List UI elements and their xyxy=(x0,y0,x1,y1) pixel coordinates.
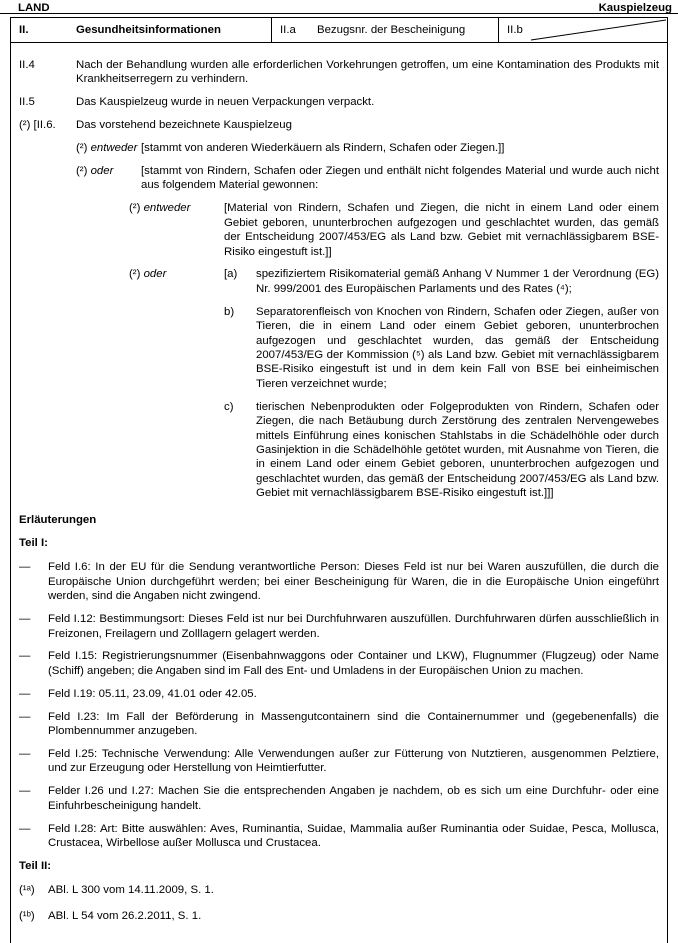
item-text: Das vorstehend bezeichnete Kauspielzeug xyxy=(76,119,292,132)
note-item-i26-i27 xyxy=(19,784,659,813)
option-marker xyxy=(129,267,224,500)
note-text: Feld I.28: Art: Bitte auswählen: Aves, Ruminantia, Suidae, Mammalia außer Ruminantia oder Suidae, Pesca, Mollusca, Crustacea, Wirbellose außer Mollusca und Crustacea. xyxy=(48,822,659,849)
footnote-text: ABl. L 300 vom 14.11.2009, S. 1. xyxy=(48,883,214,896)
certificate-item-ii5 xyxy=(19,95,659,109)
header-cell-iia xyxy=(271,18,498,42)
certificate-item-ii6 xyxy=(19,118,659,132)
certificate-table-header xyxy=(11,18,667,43)
option-text: [stammt von Rindern, Schafen oder Ziegen und enthält nicht folgendes Material und wurde auch nicht aus folgendem Material gewonnen: xyxy=(141,165,659,192)
option-marker xyxy=(76,164,141,193)
note-item-i23 xyxy=(19,710,659,739)
dash-marker: — xyxy=(19,747,31,760)
item-number: II.5 xyxy=(19,96,35,109)
sublist-item-text: spezifiziertem Risikomaterial gemäß Anhang V Nummer 1 der Verordnung (EG) Nr. 999/2001 des Europäischen Parlaments und des Rates (⁴); xyxy=(256,268,659,295)
option-text: [Material von Rindern, Schafen und Ziegen, die nicht in einem Land oder einem Gebiet geboren, ununterbrochen aufgezogen und geschlachtet wurden, das gemäß der Entscheidung 2007/453/EG als Land bzw. Gebiet mit vernachlässigbarem BSE-Risiko eingestuft ist.]] xyxy=(224,202,659,258)
field-iib-label: II.b xyxy=(507,23,523,36)
sublist-item-text: tierischen Nebenprodukten oder Folgeprodukten von Rindern, Schafen oder Ziegen, die nach Betäubung durch Zerstörung des zentralen Nervengewebes mittels Einführung eines konischen Stahlstabs in die Schädelhöhle oder durch Gasinjektion in die Schädelhöhle getötet wurden, mit Ausnahme von Tieren, die in einem Land oder einem Gebiet geboren, ununterbrochen aufgezogen und geschlachtet wurden, das gemäß der Entscheidung 2007/453/EG als Land bzw. Gebiet mit vernachlässigbarem BSE-Risiko eingestuft ist.]]] xyxy=(256,400,659,500)
country-label: LAND xyxy=(18,2,50,14)
option-level2-entweder xyxy=(129,201,659,259)
dash-marker: — xyxy=(19,613,31,626)
certificate-body xyxy=(11,43,667,924)
note-text: Feld I.12: Bestimmungsort: Dieses Feld ist nur bei Durchfuhrwaren auszufüllen. Durchfuhrwaren dürfen ausschließlich in Freizonen, Freilagern und Zolllagern gelagert werden. xyxy=(48,613,659,640)
option-marker xyxy=(76,141,141,155)
sublist-item-c xyxy=(224,400,659,501)
option-sublist xyxy=(224,267,659,500)
footnote-ref: (¹ᵇ) xyxy=(19,910,35,923)
footnote-ref: (¹ᵃ) xyxy=(19,883,35,896)
sublist-item-label: b) xyxy=(224,305,235,318)
item-text: Das Kauspielzeug wurde in neuen Verpackungen verpackt. xyxy=(76,96,375,109)
sublist-item-b xyxy=(224,305,659,391)
footnote-1a xyxy=(19,883,659,897)
section-number: II. xyxy=(19,23,29,36)
option-level1-oder xyxy=(76,164,659,193)
footnote-ref: (²) xyxy=(76,142,88,155)
option-word: entweder xyxy=(90,142,138,155)
dash-marker: — xyxy=(19,822,31,835)
note-item-i25 xyxy=(19,747,659,776)
sublist-item-label: [a) xyxy=(224,268,238,281)
header-cell-health-info xyxy=(11,18,271,42)
note-text: Feld I.23: Im Fall der Beförderung in Massengutcontainern sind die Containernummer und (gegebenenfalls) die Plombennummer anzugeben. xyxy=(48,710,659,738)
part1-heading: Teil I: xyxy=(19,537,48,550)
option-text: [stammt von anderen Wiederkäuern als Rindern, Schafen oder Ziegen.]] xyxy=(141,142,505,155)
page-top-header xyxy=(0,0,678,14)
note-text: Feld I.25: Technische Verwendung: Alle Verwendungen außer zur Fütterung von Nutztieren, ausgenommen Pelztiere, und zur Erzeugung oder Herstellung von Heimtierfutter. xyxy=(48,747,659,775)
footnote-text: ABl. L 54 vom 26.2.2011, S. 1. xyxy=(48,910,202,923)
footnote-ref: (²) xyxy=(76,165,88,178)
footnote-1b xyxy=(19,909,659,923)
certificate-table xyxy=(10,17,668,943)
part2-heading: Teil II: xyxy=(19,859,52,872)
item-text: Nach der Behandlung wurden alle erforderlichen Vorkehrungen getroffen, um eine Kontamination des Produkts mit Krankheitserregern zu verhindern. xyxy=(76,59,659,86)
sublist-item-label: c) xyxy=(224,400,234,413)
sublist-item-a xyxy=(224,267,659,296)
dash-marker: — xyxy=(19,650,31,663)
item-number: (²) [II.6. xyxy=(19,119,56,132)
note-item-i28 xyxy=(19,822,659,851)
note-text: Feld I.6: In der EU für die Sendung verantwortliche Person: Dieses Feld ist nur bei Waren auszufüllen, die durch die Europäische Union durchgeführt werden; bei einer Bescheinigung für Waren, die in die Europäische Union eingeführt werden, sind die Angaben nicht zwingend. xyxy=(48,561,659,603)
dash-marker: — xyxy=(19,687,31,700)
section-title: Gesundheitsinformationen xyxy=(76,23,221,36)
note-text: Felder I.26 und I.27: Machen Sie die entsprechenden Angaben je nachdem, ob es sich um eine Durchfuhr- oder eine Einfuhrbescheinigung handelt. xyxy=(48,785,659,812)
dash-marker: — xyxy=(19,710,31,723)
option-word: oder xyxy=(143,268,167,281)
field-iia-text: Bezugsnr. der Bescheinigung xyxy=(317,23,466,36)
dash-marker: — xyxy=(19,561,31,574)
field-iia-label: II.a xyxy=(280,23,296,36)
note-item-i15 xyxy=(19,649,659,678)
option-level1-entweder xyxy=(76,141,659,155)
note-item-i6 xyxy=(19,560,659,603)
note-text: Feld I.15: Registrierungsnummer (Eisenbahnwaggons oder Container und LKW), Flugnummer (Flugzeug) oder Name (Schiff) angeben; die Angaben sind im Fall des Ent- und Umladens in der Europäischen Union zu machen. xyxy=(48,650,659,677)
footnote-ref: (²) xyxy=(129,268,141,281)
diagonal-strikethrough-line xyxy=(499,18,667,42)
option-level2-oder xyxy=(129,267,659,500)
note-text: Feld I.19: 05.11, 23.09, 41.01 oder 42.05. xyxy=(48,687,257,700)
option-word: oder xyxy=(90,165,114,178)
header-cell-iib xyxy=(498,18,667,42)
notes-heading: Erläuterungen xyxy=(19,513,97,526)
note-item-i19 xyxy=(19,687,659,701)
commodity-label: Kauspielzeug xyxy=(598,2,672,14)
sublist-item-text: Separatorenfleisch von Knochen von Rindern, Schafen oder Ziegen, außer von Tieren, die in einem Land oder einem Gebiet geboren, ununterbrochen aufgezogen und geschlachtet wurden, das gemäß der Entscheidung 2007/453/EG der Kommission (⁵) als Land bzw. Gebiet mit vernachlässigbarem BSE-Risiko eingestuft ist und in dem kein Fall von BSE bei einheimischen Tieren verzeichnet wurde; xyxy=(256,305,659,390)
note-item-i12 xyxy=(19,612,659,641)
dash-marker: — xyxy=(19,785,31,798)
item-number: II.4 xyxy=(19,59,35,71)
certificate-item-ii4 xyxy=(19,58,659,87)
option-marker xyxy=(129,201,224,259)
footnote-ref: (²) xyxy=(129,202,141,215)
option-word: entweder xyxy=(143,202,191,215)
